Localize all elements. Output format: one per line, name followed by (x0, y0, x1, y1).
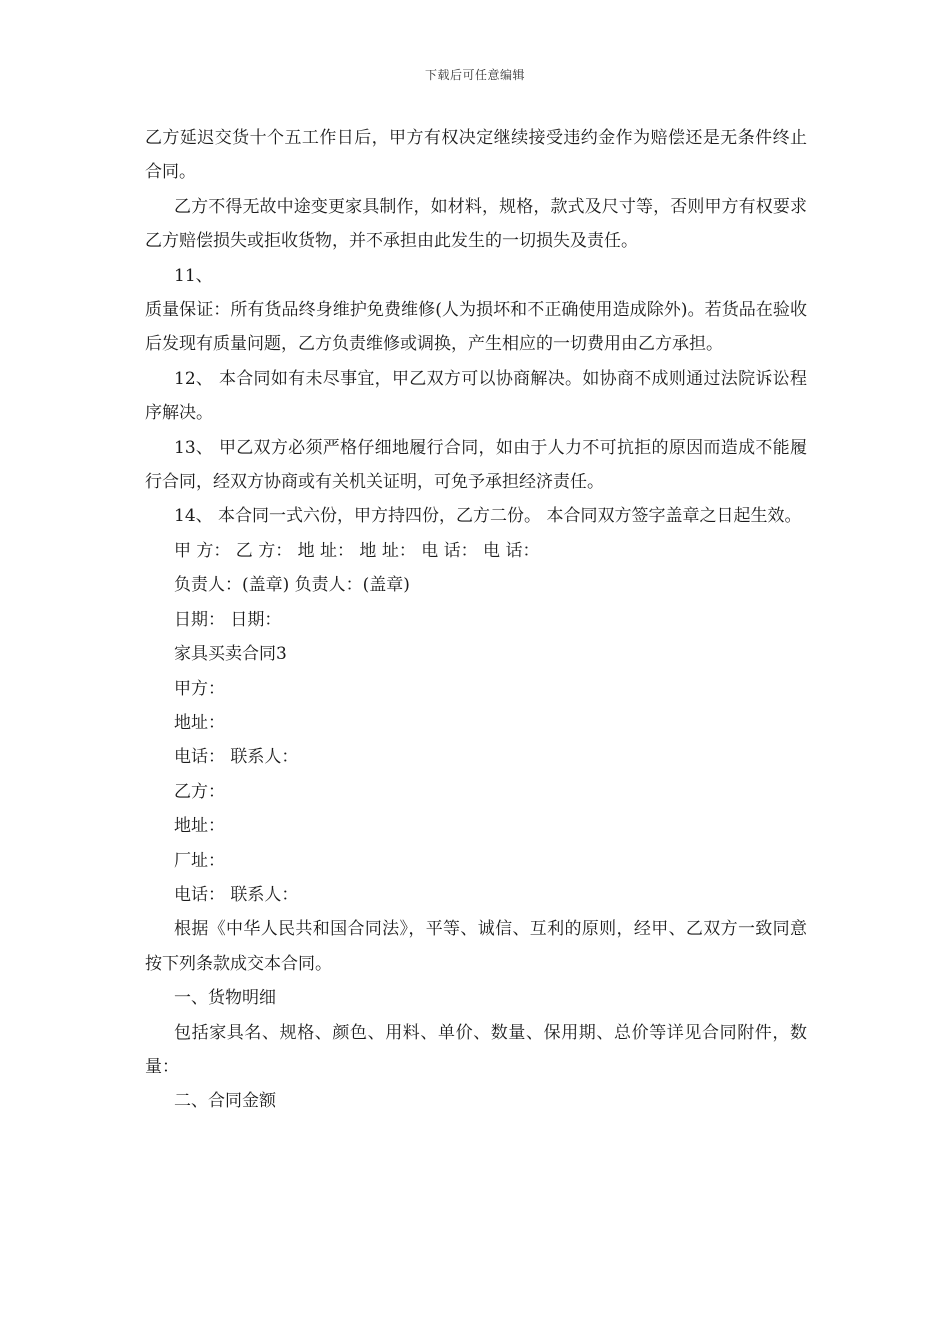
clause-14: 14、 本合同一式六份，甲方持四份，乙方二份。 本合同双方签字盖章之日起生效。 (174, 506, 802, 527)
clause-13: 13、 甲乙双方必须严格仔细地履行合同，如由于人力不可抗拒的原因而造成不能履行合同，经双方协商或有关机关证明，可免予承担经济责任。 (145, 437, 807, 493)
signature-date-line: 日期： 日期： (174, 609, 282, 630)
party-a-address: 地址： (174, 712, 225, 733)
party-b-factory: 厂址： (174, 850, 225, 871)
preamble: 根据《中华人民共和国合同法》，平等、诚信、互利的原则，经甲、乙双方一致同意按下列条款成交本合同。 (145, 919, 807, 974)
paragraph: 乙方延迟交货十个五工作日后，甲方有权决定继续接受违约金作为赔偿还是无条件终止合同。 (145, 128, 807, 183)
contract-title: 家具买卖合同3 (174, 644, 287, 665)
party-a-label: 甲方： (174, 678, 225, 699)
page-header-note: 下载后可任意编辑 (424, 68, 525, 82)
clause-12: 12、 本合同如有未尽事宜，甲乙双方可以协商解决。如协商不成则通过法院诉讼程序解决。 (145, 368, 807, 424)
goods-detail: 包括家具名、规格、颜色、用料、单价、数量、保用期、总价等详见合同附件，数量： (145, 1022, 807, 1077)
party-b-label: 乙方： (174, 781, 225, 802)
signature-responsible-line: 负责人：(盖章) 负责人：(盖章) (174, 575, 410, 596)
party-b-address: 地址： (174, 816, 225, 837)
section-heading-amount: 二、合同金额 (174, 1091, 276, 1112)
paragraph: 质量保证：所有货品终身维护免费维修(人为损坏和不正确使用造成除外)。若货品在验收后发现有质量问题，乙方负责维修或调换，产生相应的一切费用由乙方承担。 (145, 300, 807, 355)
clause-number: 11、 (174, 265, 213, 286)
paragraph: 乙方不得无故中途变更家具制作，如材料，规格，款式及尺寸等，否则甲方有权要求乙方赔偿损失或拒收货物，并不承担由此发生的一切损失及责任。 (145, 196, 807, 252)
section-heading-goods: 一、货物明细 (174, 988, 276, 1009)
document-body (145, 121, 807, 1119)
signature-parties-line: 甲 方： 乙 方： 地 址： 地 址： 电 话： 电 话： (174, 540, 540, 561)
party-a-contact: 电话： 联系人： (174, 747, 299, 768)
party-b-contact: 电话： 联系人： (174, 884, 299, 905)
